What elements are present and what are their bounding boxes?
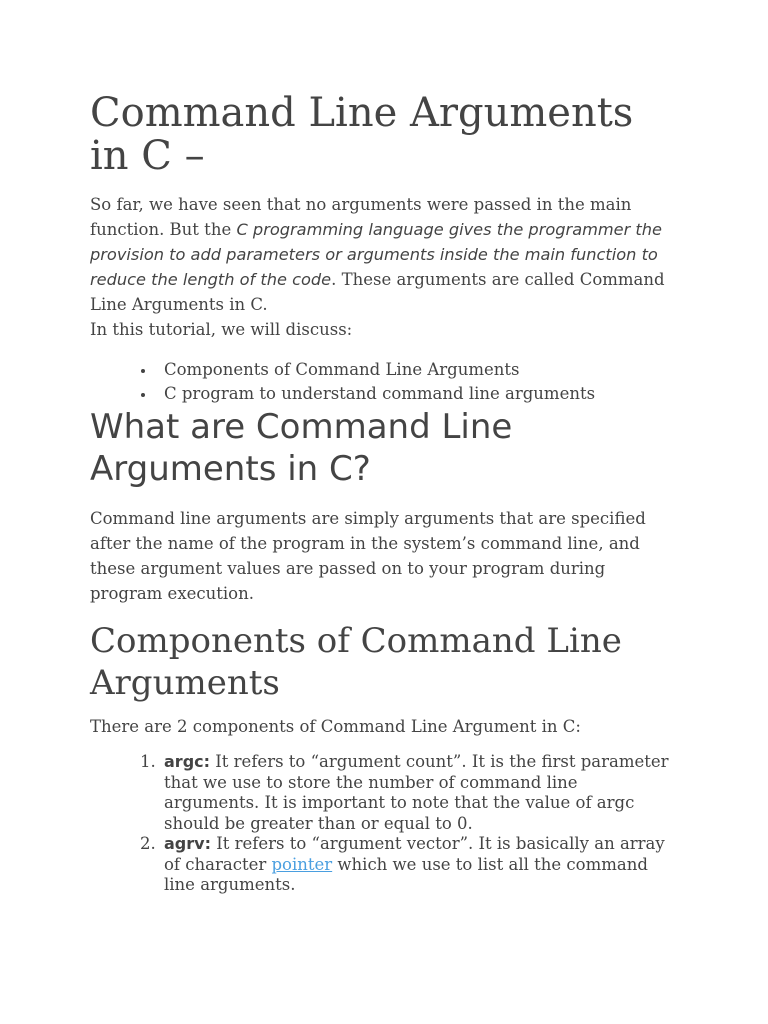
intro-text-end: . These arguments are called Command Line Arguments in C.: [90, 270, 665, 314]
list-number: 1.: [140, 752, 156, 771]
argc-description: It refers to “argument count”. It is the first parameter that we use to store the number of command line arguments. It is important to note that the value of argc should be greater than or equal to 0.: [164, 752, 669, 833]
article: [90, 92, 670, 896]
list-item: Components of Command Line Arguments: [90, 358, 670, 382]
intro-italic-text: C programming language gives the programmer the provision to add parameters or arguments inside the main function to reduce the length of the code: [90, 220, 662, 289]
list-item: C program to understand command line arguments: [90, 382, 670, 406]
topics-list: [90, 358, 670, 406]
list-item-agrv: [90, 834, 670, 896]
agrv-description-end: which we use to list all the command line arguments.: [164, 854, 648, 894]
section-what-are-body: Command line arguments are simply arguments that are specified after the name of the program in the system’s command line, and these argument values are passed on to your program during program execution.: [90, 509, 646, 603]
term-agrv: agrv:: [164, 834, 211, 853]
page-title: Command Line Arguments in C –: [90, 90, 634, 179]
components-intro: There are 2 components of Command Line Argument in C:: [90, 717, 581, 736]
tutorial-intro: In this tutorial, we will discuss:: [90, 320, 353, 339]
list-item-argc: [90, 752, 670, 834]
pointer-link[interactable]: pointer: [271, 854, 333, 874]
section-heading-components: Components of Command Line Arguments: [90, 621, 622, 703]
agrv-description-start: It refers to “argument vector”. It is basically an array of character: [164, 834, 665, 874]
term-argc: argc:: [164, 752, 211, 771]
components-list: [90, 752, 670, 896]
section-heading-what-are: What are Command Line Arguments in C?: [90, 407, 513, 489]
list-number: 2.: [140, 834, 156, 853]
intro-paragraph: [90, 192, 670, 317]
intro-text-start: So far, we have seen that no arguments were passed in the main function. But the: [90, 195, 632, 239]
